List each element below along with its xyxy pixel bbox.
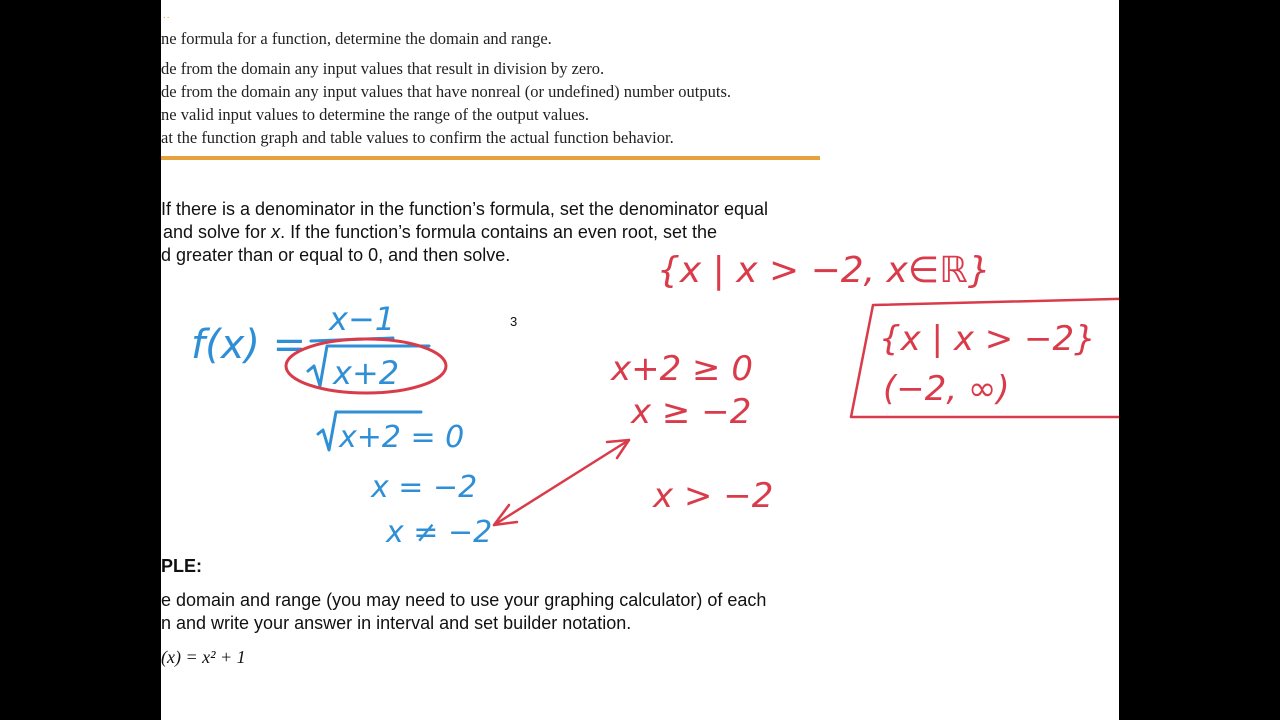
hw-denominator: x+2 [333, 354, 400, 392]
hw-double-arrow [494, 440, 629, 525]
hw-set-builder: {x | x > −2, x∈ℝ} [657, 250, 991, 291]
orange-dots: .. [163, 10, 171, 21]
hw-eq3: x ≠ −2 [386, 515, 493, 550]
hw-eq2: x = −2 [371, 470, 478, 505]
document-page [161, 0, 1119, 720]
hw-numerator: x−1 [329, 300, 396, 338]
body-line-1: If there is a denominator in the function’s formula, set the denominator equal [161, 199, 769, 219]
box-lead: ne formula for a function, determine the domain and range. [161, 29, 552, 48]
hw-ineq2: x ≥ −2 [631, 392, 752, 432]
example-line-2: n and write your answer in interval and set builder notation. [161, 613, 632, 633]
box-item-1: de from the domain any input values that result in division by zero. [161, 59, 605, 78]
handwriting-layer [161, 0, 1119, 720]
page-number: 3 [510, 314, 518, 329]
hw-fx: f(x) = [191, 322, 307, 368]
example-formula: (x) = x² + 1 [161, 647, 246, 667]
box-item-2: de from the domain any input values that have nonreal (or undefined) number outputs. [161, 82, 732, 101]
hw-ineq3: x > −2 [653, 476, 774, 516]
hw-answer-set: {x | x > −2} [879, 319, 1096, 359]
example-heading: PLE: [161, 556, 203, 576]
hw-eq1: x+2 = 0 [339, 420, 465, 455]
box-item-3: ne valid input values to determine the range of the output values. [161, 105, 589, 124]
body-line-2: and solve for x. If the function’s formula contains an even root, set the [163, 222, 717, 242]
hw-answer-interval: (−2, ∞) [883, 369, 1010, 409]
example-line-1: e domain and range (you may need to use your graphing calculator) of each [161, 590, 767, 610]
hw-ineq1: x+2 ≥ 0 [611, 349, 753, 389]
body-line-3: d greater than or equal to 0, and then solve. [161, 245, 511, 265]
hw-arrowhead-right [607, 440, 629, 458]
hw-arrowhead-left [494, 505, 517, 525]
box-item-4: at the function graph and table values to confirm the actual function behavior. [161, 128, 674, 147]
